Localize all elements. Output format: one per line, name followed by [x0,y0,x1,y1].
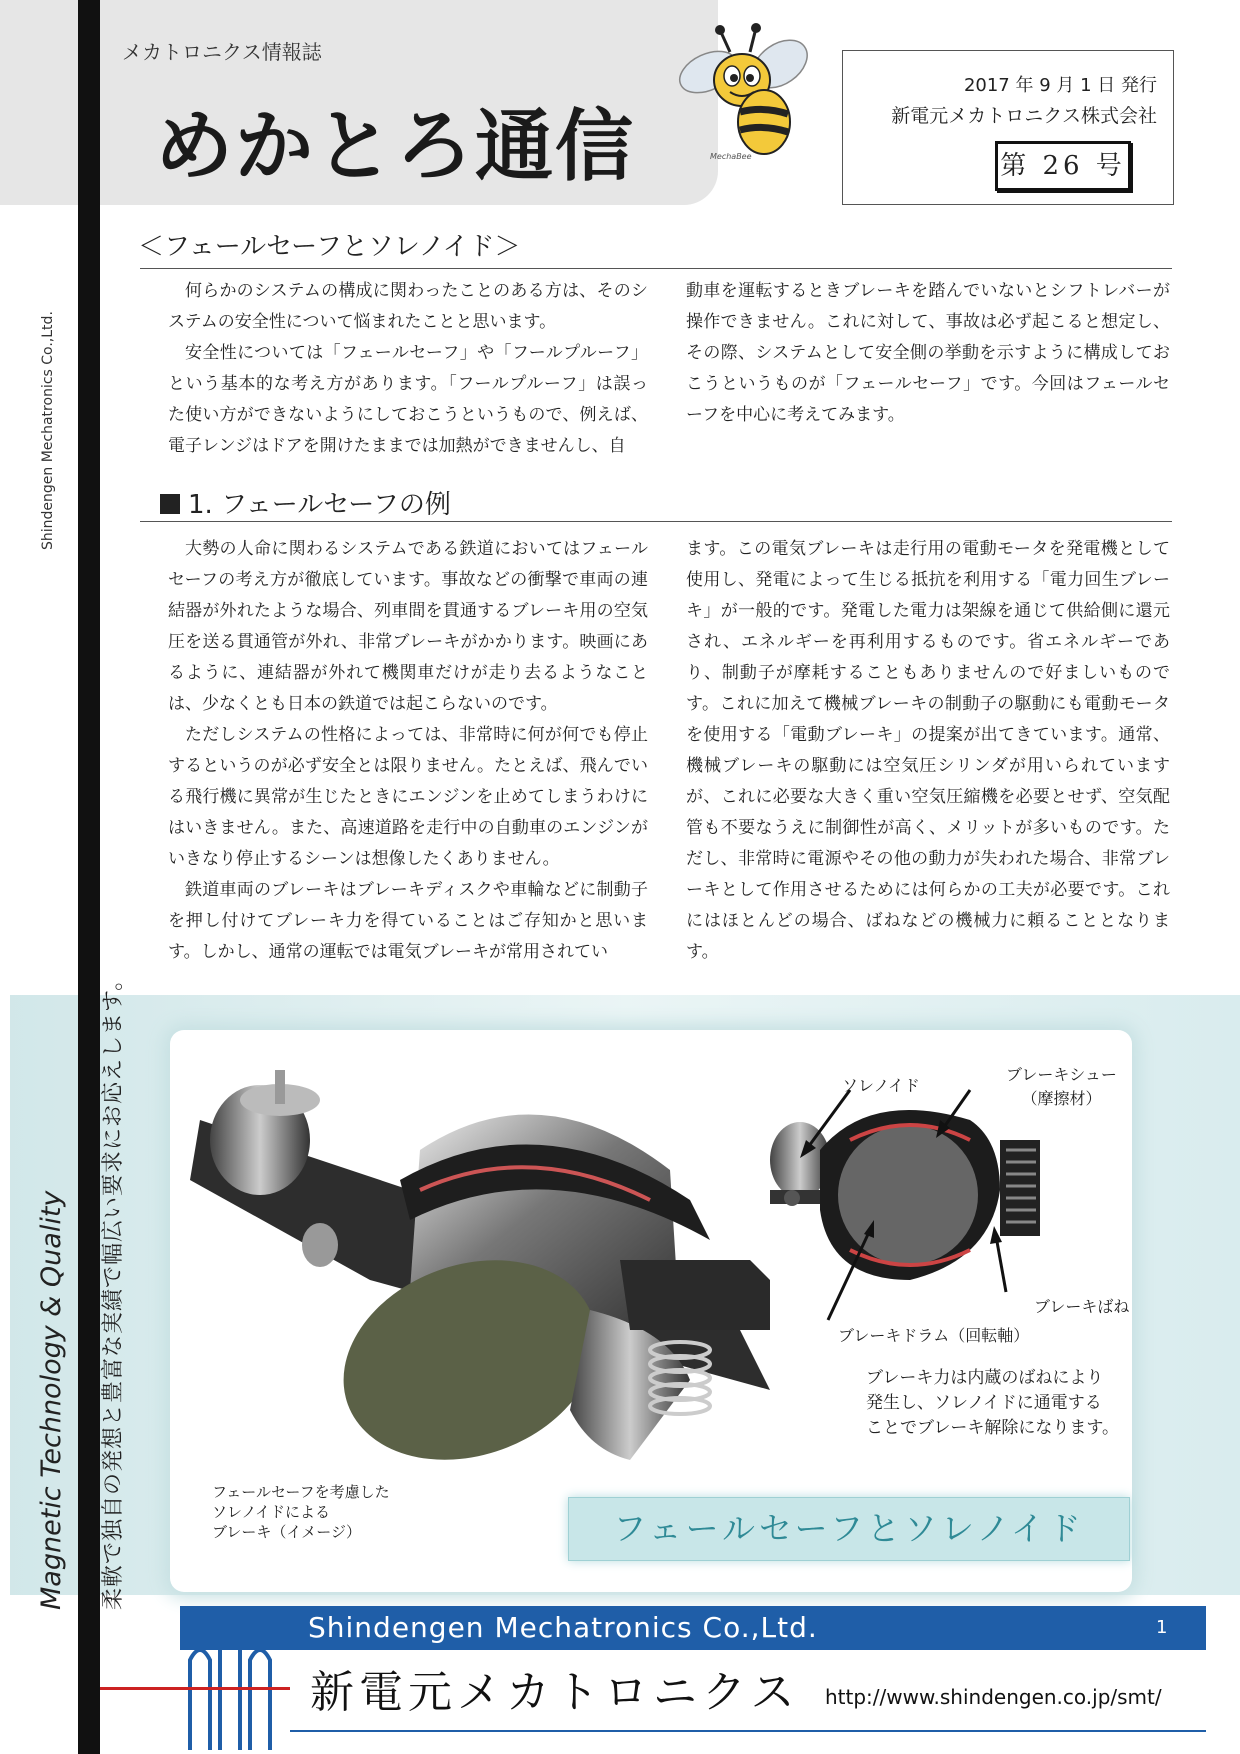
bee-mascot-icon [668,22,818,162]
side-company-text: Shindengen Mechatronics Co.,Ltd. [40,311,56,550]
company-logo-icon [180,1600,290,1750]
figure-description-line: 発生し、ソレノイドに通電する [866,1393,1102,1413]
section-title: ＜フェールセーフとソレノイド＞ [138,232,521,262]
figure-description [866,1366,1119,1441]
label-brake-shoe [1006,1063,1117,1111]
label-brake-drum: ブレーキドラム（回転軸） [838,1326,1030,1345]
paragraph: ただしシステムの性格によっては、非常時に何が何でも停止するというのが必ず安全とは限りません。たとえば、飛んでいる飛行機に異常が生じたときにエンジンを止めてしまうわけにはいきません。また、高速道路を走行中の自動車のエンジンがいきなり停止するシーンは想像したくありません。 [168,725,648,869]
publisher-name: 新電元メカトロニクス株式会社 [891,105,1157,127]
footer-company-jp: 新電元メカトロニクス [310,1667,800,1718]
vertical-slogan-en: Magnetic Technology & Quality [36,1190,67,1610]
paragraph: ます。この電気ブレーキは走行用の電動モータを発電機として使用し、発電によって生じる抵抗を利用する「電力回生ブレーキ」が一般的です。発電した電力は架線を通じて供給側に還元され、エネルギーを再利用するものです。省エネルギーであり、制動子が摩耗することもありませんので好ましいものです。これに加えて機械ブレーキの制動子の駆動にも電動モータを使用する「電動ブレーキ」の提案が出てきています。通常、機械ブレーキの駆動には空気圧シリンダが用いられていますが、これに必要な大きく重い空気圧縮機を必要とせず、空気配管も不要なうえに制御性が高く、メリットが多いものです。ただし、非常時に電源やその他の動力が失われた場合、非常ブレーキとして作用させるためには何らかの工夫が必要です。これにはほとんどの場合、ばねなどの機械力に頼ることとなります。 [686,539,1170,962]
paragraph: 動車を運転するときブレーキを踏んでいないとシフトレバーが操作できません。これに対して、事故は必ず起こると想定し、その際、システムとして安全側の挙動を示すように構成しておこうというものが「フェールセーフ」です。今回はフェールセーフを中心に考えてみます。 [686,281,1170,425]
issue-number: 第 26 号 [995,141,1131,191]
footer-company-en: Shindengen Mechatronics Co.,Ltd. [308,1611,818,1644]
body-right-column [686,534,1170,968]
section-divider [140,268,1172,269]
issue-info-box [842,50,1174,205]
footer-url-link[interactable]: http://www.shindengen.co.jp/smt/ [825,1685,1162,1709]
footer-rule [290,1730,1206,1732]
figure-banner: フェールセーフとソレノイド [568,1497,1130,1561]
subsection-divider [140,521,1172,522]
page-number: 1 [1156,1617,1168,1638]
paragraph: 安全性については「フェールセーフ」や「フールプルーフ」という基本的な考え方があります。「フールプルーフ」は誤った使い方ができないようにしておこうというもので、例えば、電子レンジはドアを開けたままでは加熱ができませんし、自 [168,343,648,456]
figure-caption-line: ソレノイドによる [212,1503,331,1521]
label-solenoid: ソレノイド [842,1076,920,1095]
figure-description-line: ブレーキ力は内蔵のばねにより [866,1368,1104,1388]
square-bullet-icon [160,494,180,514]
footer-accent-line [100,1687,290,1690]
magazine-label: メカトロニクス情報誌 [122,40,322,64]
newsletter-title: めかとろ通信 [155,102,636,192]
issue-date: 2017 年 9 月 1 日 発行 [963,75,1157,96]
label-brake-spring: ブレーキばね [1034,1297,1130,1316]
vertical-slogan-jp: 柔軟で独自の発想と豊富な実績で幅広い要求にお応えします。 [101,967,126,1610]
subsection-title [160,484,451,521]
body-left-column [168,534,648,968]
intro-left-column [168,276,648,462]
subsection-title-text: 1. フェールセーフの例 [188,490,451,520]
figure-caption-line: フェールセーフを考慮した [212,1483,390,1501]
figure-caption-line: ブレーキ（イメージ） [212,1523,361,1541]
vertical-bar [78,0,100,1754]
label-brake-shoe-line2: （摩擦材） [1021,1089,1102,1108]
figure-caption [212,1482,390,1542]
label-brake-shoe-line1: ブレーキシュー [1006,1065,1117,1084]
mascot-caption: MechaBee [710,152,752,161]
intro-right-column [686,276,1170,431]
paragraph: 大勢の人命に関わるシステムである鉄道においてはフェールセーフの考え方が徹底しています。事故などの衝撃で車両の連結器が外れたような場合、列車間を貫通するブレーキ用の空気圧を送る貫通管が外れ、非常ブレーキがかかります。映画にあるように、連結器が外れて機関車だけが走り去るようなことは、少なくとも日本の鉄道では起こらないのです。 [168,539,648,714]
paragraph: 鉄道車両のブレーキはブレーキディスクや車輪などに制動子を押し付けてブレーキ力を得ていることはご存知かと思います。しかし、通常の運転では電気ブレーキが常用されてい [168,880,648,962]
figure-description-line: ことでブレーキ解除になります。 [866,1418,1119,1438]
paragraph: 何らかのシステムの構成に関わったことのある方は、そのシステムの安全性について悩まれたことと思います。 [168,281,648,332]
